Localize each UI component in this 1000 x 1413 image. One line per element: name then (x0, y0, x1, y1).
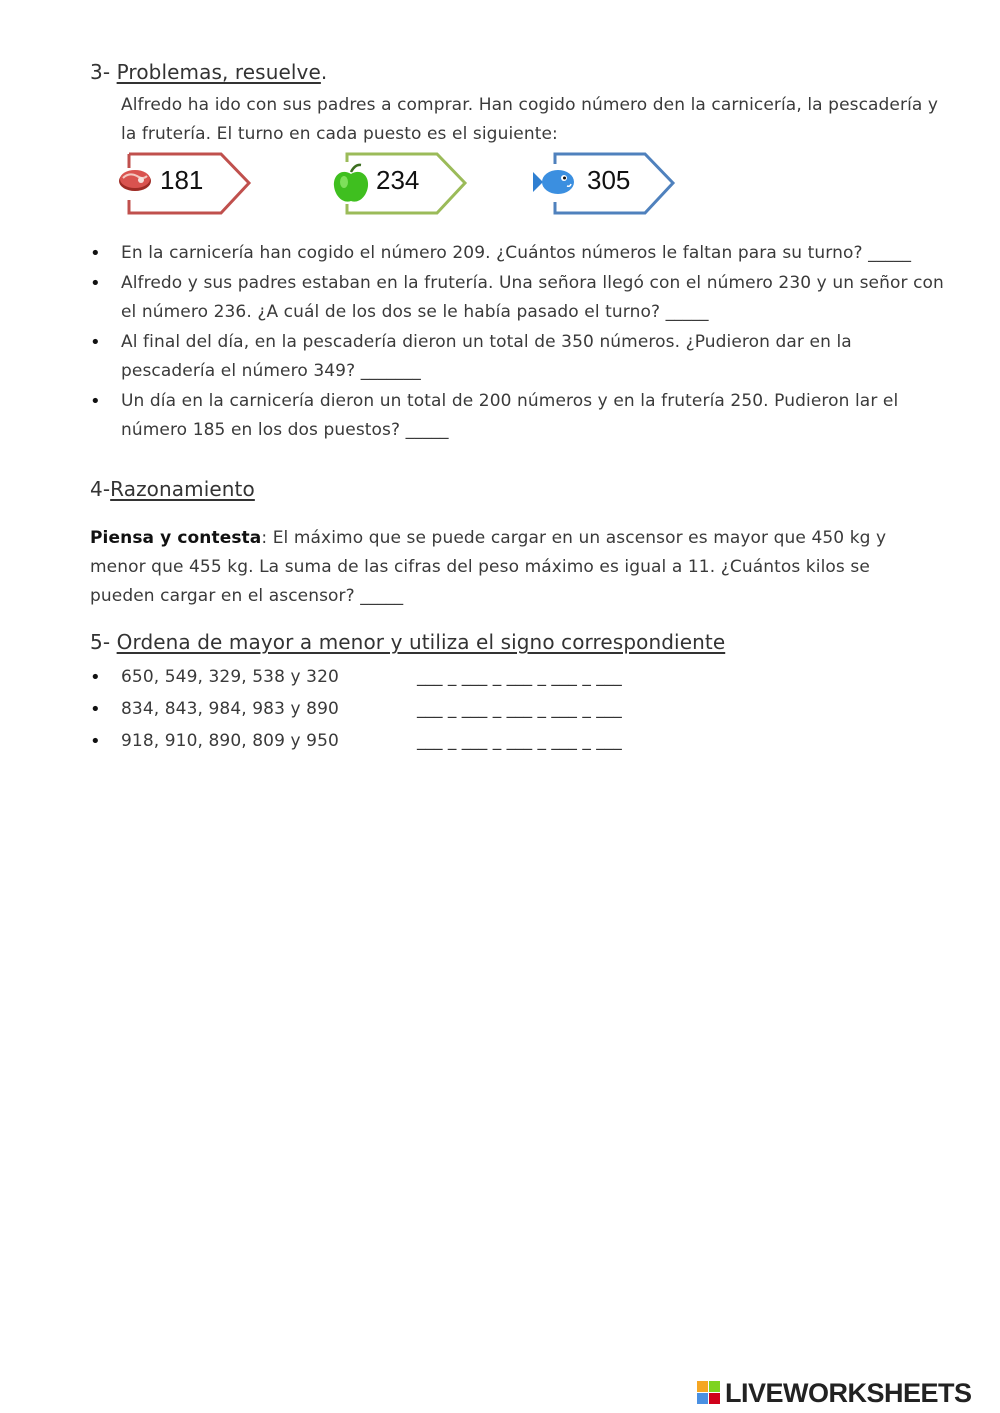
order-numbers: • 834, 843, 984, 983 y 890 (121, 699, 339, 719)
ticket-fruteria (333, 152, 473, 216)
question-item: • Al final del día, en la pescadería dieron un total de 350 números. ¿Pudieron dar en la pescadería el número 349? _______ (90, 328, 950, 386)
order-numbers: • 650, 549, 329, 538 y 320 (121, 667, 339, 687)
section-5-heading (90, 630, 725, 654)
order-answer-blanks[interactable]: ___ _ ___ _ ___ _ ___ _ ___ (417, 699, 622, 719)
section-5-number: 5- (90, 630, 111, 654)
section-4-heading (90, 477, 255, 501)
ticket-pescaderia (537, 152, 677, 216)
section-3-title: Problemas, resuelve (116, 60, 321, 84)
logo-blocks-icon (697, 1381, 721, 1405)
section-4-body: : El máximo que se puede cargar en un ascensor es mayor que 450 kg y menor que 455 kg. La suma de las cifras del peso máximo es igual a 11. ¿Cuántos kilos se pueden cargar en el ascensor? _____ (90, 528, 887, 606)
question-item: • Un día en la carnicería dieron un total de 200 números y en la frutería 250. Pudieron lar el número 185 en los dos puestos? _____ (90, 387, 950, 445)
section-3-title-suffix: . (320, 60, 328, 84)
section-5-title: Ordena de mayor a menor y utiliza el signo correspondiente (116, 630, 726, 654)
section-3-intro: Alfredo ha ido con sus padres a comprar. Han cogido número den la carnicería, la pescadería y la frutería. El turno en cada puesto es el siguiente: (121, 95, 939, 144)
section-4-lead: Piensa y contesta (90, 528, 262, 548)
order-row (90, 695, 950, 726)
section-3-number: 3- (90, 60, 111, 84)
section-5-order-list (90, 663, 950, 759)
ticket-number: 305 (587, 165, 631, 195)
section-3-questions (90, 239, 950, 446)
order-row (90, 663, 950, 694)
ticket-carniceria (117, 152, 257, 216)
section-4-number: 4- (90, 477, 111, 501)
logo-text: LIVEWORKSHEETS (725, 1378, 972, 1408)
section-4-text (90, 524, 940, 611)
order-answer-blanks[interactable]: ___ _ ___ _ ___ _ ___ _ ___ (417, 667, 622, 687)
question-item: • En la carnicería han cogido el número 209. ¿Cuántos números le faltan para su turno? _____ (90, 239, 950, 268)
order-answer-blanks[interactable]: ___ _ ___ _ ___ _ ___ _ ___ (417, 731, 622, 751)
order-numbers: • 918, 910, 890, 809 y 950 (121, 731, 339, 751)
turn-tickets (117, 152, 717, 222)
ticket-number: 234 (376, 165, 420, 195)
ticket-number: 181 (160, 165, 204, 195)
liveworksheets-logo (697, 1378, 997, 1410)
question-item: • Alfredo y sus padres estaban en la frutería. Una señora llegó con el número 230 y un señor con el número 236. ¿A cuál de los dos se le había pasado el turno? _____ (90, 269, 950, 327)
section-3-heading (90, 60, 327, 84)
order-row (90, 727, 950, 758)
section-4-title: Razonamiento (110, 477, 255, 501)
